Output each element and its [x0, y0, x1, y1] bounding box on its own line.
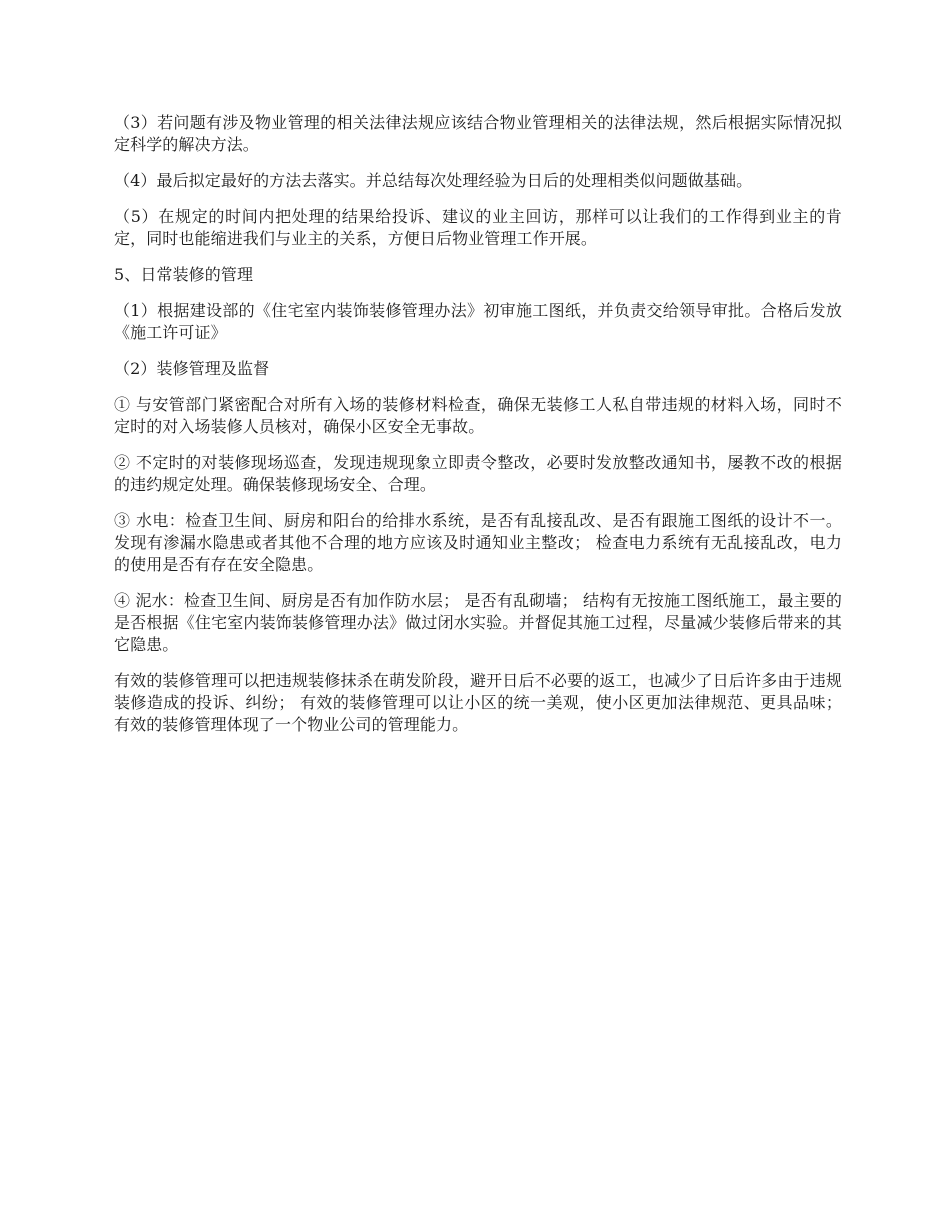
paragraph-circled-1: ① 与安管部门紧密配合对所有入场的装修材料检查，确保无装修工人私自带违规的材料入场，同时不定时的对入场装修人员核对，确保小区安全无事故。: [114, 395, 842, 436]
paragraph-sub-1: （1）根据建设部的《住宅室内装饰装修管理办法》初审施工图纸，并负责交给领导审批。合格后发放《施工许可证》: [114, 301, 842, 342]
paragraph-item-3: （3）若问题有涉及物业管理的相关法律法规应该结合物业管理相关的法律法规，然后根据实际情况拟定科学的解决方法。: [114, 113, 842, 154]
paragraph-circled-4: ④ 泥水：检查卫生间、厨房是否有加作防水层； 是否有乱砌墙； 结构有无按施工图纸施工，最主要的是否根据《住宅室内装饰装修管理办法》做过闭水实验。并督促其施工过程，尽量减少装修后带来的其它隐患。: [114, 591, 842, 654]
paragraph-circled-3: ③ 水电：检查卫生间、厨房和阳台的给排水系统，是否有乱接乱改、是否有跟施工图纸的设计不一。发现有渗漏水隐患或者其他不合理的地方应该及时通知业主整改； 检查电力系统有无乱接乱改，电力的使用是否有存在安全隐患。: [114, 511, 842, 574]
paragraph-summary: 有效的装修管理可以把违规装修抹杀在萌发阶段，避开日后不必要的返工，也减少了日后许多由于违规装修造成的投诉、纠纷； 有效的装修管理可以让小区的统一美观，使小区更加法律规范、更具品味； 有效的装修管理体现了一个物业公司的管理能力。: [114, 671, 842, 734]
paragraph-circled-2: ② 不定时的对装修现场巡查，发现违规现象立即责令整改，必要时发放整改通知书，屡教不改的根据的违约规定处理。确保装修现场安全、合理。: [114, 453, 842, 494]
section-heading: 5、日常装修的管理: [114, 265, 254, 284]
paragraph-item-4: （4）最后拟定最好的方法去落实。并总结每次处理经验为日后的处理相类似问题做基础。: [114, 171, 753, 190]
document-body: [114, 112, 842, 750]
paragraph-item-5: （5）在规定的时间内把处理的结果给投诉、建议的业主回访，那样可以让我们的工作得到业主的肯定，同时也能缩进我们与业主的关系，方便日后物业管理工作开展。: [114, 207, 842, 248]
paragraph-sub-2: （2）装修管理及监督: [114, 359, 270, 378]
